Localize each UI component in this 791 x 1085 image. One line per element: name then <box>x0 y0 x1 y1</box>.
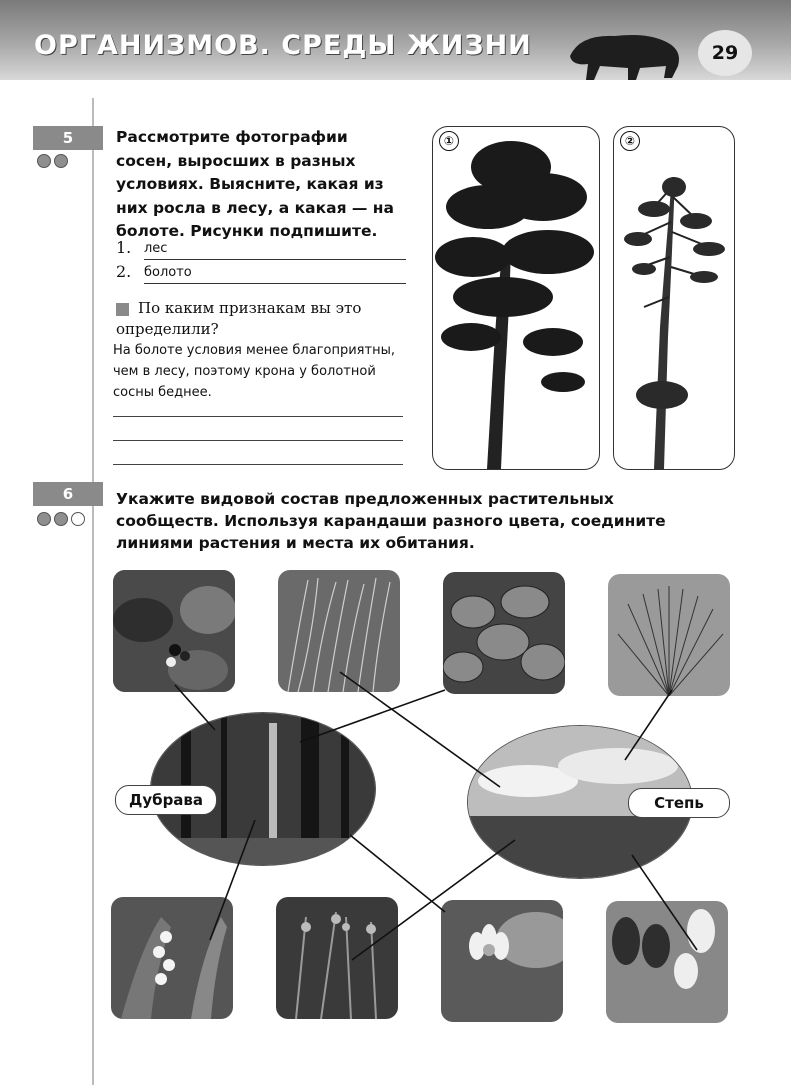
plant-photo-fescue[interactable] <box>608 574 730 696</box>
photo-number-1: ① <box>439 131 459 151</box>
answer-field-2[interactable]: болото <box>144 265 406 284</box>
photo-number-2: ② <box>620 131 640 151</box>
plant-photo-woodruff[interactable] <box>276 897 398 1019</box>
answer-field-1[interactable]: лес <box>144 241 406 260</box>
feather-grass-icon <box>278 570 400 692</box>
plant-photo-adonis[interactable] <box>441 900 563 1022</box>
plant-photo-lily-of-valley[interactable] <box>111 897 233 1019</box>
answer-row-2 <box>116 262 406 284</box>
plant-photo-hoof[interactable] <box>443 572 565 694</box>
difficulty-dot <box>54 154 68 168</box>
answer-number: 2. <box>116 262 132 281</box>
answer-line <box>113 416 403 417</box>
habitat-label-oak-forest: Дубрава <box>115 785 217 815</box>
bison-icon <box>560 26 690 80</box>
plant-photo-feather-grass[interactable] <box>278 570 400 692</box>
answer-number: 1. <box>116 238 132 257</box>
task-5-text: Рассмотрите фотографии сосен, выросших в разных условиях. Выясните, какая из них росла в лесу, а какая — на болоте. Рисунки подпишите. <box>116 128 394 240</box>
page-header <box>0 0 791 80</box>
task-6-badge: 6 <box>33 482 103 506</box>
task-6-text: Укажите видовой состав предложенных растительных сообществ. Используя карандаши разного цвета, соедините линиями растения и места их обитания. <box>116 490 666 552</box>
difficulty-dot <box>54 512 68 526</box>
answer-row-1 <box>116 238 406 260</box>
difficulty-dot <box>37 512 51 526</box>
answer-line <box>113 440 403 441</box>
plant-photo-buckthorn[interactable] <box>113 570 235 692</box>
round-leaves-icon <box>443 572 565 694</box>
question-answer[interactable]: На болоте условия менее благоприятны, чем в лесу, поэтому крона у болотной сосны беднее. <box>113 343 395 400</box>
habitat-label-steppe: Степь <box>628 788 730 818</box>
forest-pine-icon <box>433 127 599 469</box>
difficulty-dots <box>37 154 68 168</box>
task-5-badge: 5 <box>33 126 103 150</box>
difficulty-dots <box>37 512 85 526</box>
pine-photo-1 <box>432 126 600 470</box>
grass-tuft-icon <box>608 574 730 696</box>
page-number: 29 <box>698 30 752 76</box>
berry-branch-icon <box>113 570 235 692</box>
question-text: По каким признакам вы это определили? <box>116 299 362 338</box>
difficulty-dot <box>71 512 85 526</box>
herb-icon <box>276 897 398 1019</box>
page-title: ОРГАНИЗМОВ. СРЕДЫ ЖИЗНИ <box>34 30 532 61</box>
lily-of-valley-icon <box>111 897 233 1019</box>
flower-icon <box>441 900 563 1022</box>
answer-line <box>113 464 403 465</box>
pine-photo-2 <box>613 126 735 470</box>
bog-pine-icon <box>614 127 734 469</box>
difficulty-dot <box>37 154 51 168</box>
plant-photo-tulip[interactable] <box>606 901 728 1023</box>
tulip-icon <box>606 901 728 1023</box>
